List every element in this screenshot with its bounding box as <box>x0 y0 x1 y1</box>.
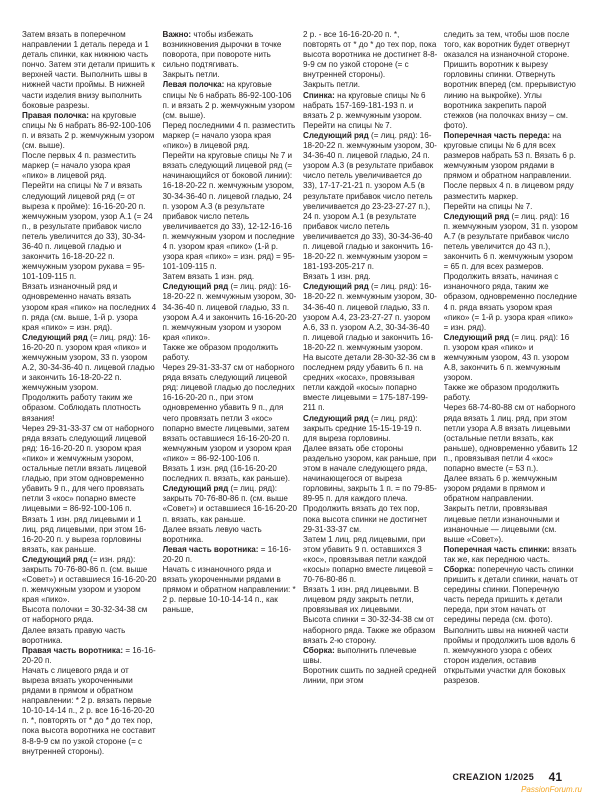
paragraph-text: Закрыть петли. <box>303 80 361 90</box>
column-1 <box>22 30 157 770</box>
paragraph <box>303 414 438 444</box>
paragraph-heading: Важно: <box>162 30 192 39</box>
paragraph <box>303 282 438 353</box>
paragraph-text: Высота полочки = 30-32-34-38 см от наборного ряда. <box>22 605 148 625</box>
paragraph-text: Воротник сшить по задней средней линии, при этом <box>303 665 437 685</box>
paragraph <box>22 151 157 181</box>
paragraph-text: на круговые спицы № 6 для всех размеров набрать 53 п. Вязать 6 р. жемчужным узором рядами в прямом и обратном направлении. После первых 4 п. в лицевом ряду разместить маркер. <box>443 130 576 201</box>
paragraph <box>22 666 157 757</box>
paragraph <box>444 272 579 333</box>
paragraph <box>22 555 157 605</box>
paragraph <box>22 30 157 111</box>
paragraph <box>444 545 579 565</box>
paragraph-heading: Следующий ряд <box>303 130 369 140</box>
paragraph <box>163 151 298 272</box>
paragraph <box>303 121 438 131</box>
paragraph-text: Вязать 1 изн. ряд лицевыми. В лицевом ряду закрыть петли, провязывая их лицевыми. <box>303 585 419 615</box>
column-4 <box>444 30 579 770</box>
paragraph <box>22 111 157 151</box>
paragraph-heading: Поперечная часть спинки: <box>443 544 550 554</box>
paragraph-text: Начать с изнаночного ряда и вязать укороченными рядами в прямом и обратном направлении: * 2 р. первые 10-10-14-14 п., как раньше, <box>162 564 296 615</box>
paragraph <box>22 282 157 332</box>
paragraph <box>303 272 438 282</box>
paragraph <box>303 535 438 585</box>
paragraph-text: Через 29-31-33-37 см от наборного ряда вязать следующий лицевой ряд: лицевой гладью до последних 16-16-20-20 п., при этом одновременно убавить 9 п., для чего провязать петли 3 «кос» попарно вместе лицевыми, затем вязать оставшиеся 16-16-20-20 п. жемчужным узором и узором края «пико» = 86-92-100-106 п. <box>162 363 295 463</box>
paragraph-heading: Левая часть воротника: <box>162 544 259 554</box>
paragraph <box>444 565 579 686</box>
paragraph <box>163 80 298 120</box>
paragraph <box>22 424 157 515</box>
paragraph <box>303 80 438 90</box>
paragraph-text: Закрыть петли, провязывая лицевые петли изнаночными и изнаночные — лицевыми (см. выше «Совет»). <box>443 504 560 544</box>
paragraph-text: (= лиц. ряд): закрыть 70-76-80-86 п. (см. выше «Совет») и оставшиеся 16-16-20-20 п. вязать, как раньше. <box>162 484 297 524</box>
paragraph <box>163 121 298 151</box>
paragraph-text: Через 68-74-80-88 см от наборного ряда вязать 1 лиц. ряд, при этом петли узора А.8 вязать лицевыми (остальные петли вязать, как раньше), одновременно убавить 12 п., провязывая петли 4 «кос» попарно вместе (= 53 п.). <box>443 403 578 474</box>
paragraph-text: Высота спинки = 30-32-34-38 см от наборного ряда. Также же образом вязать 2-ю сторону. <box>303 615 436 645</box>
paragraph <box>163 363 298 464</box>
paragraph-heading: Следующий ряд <box>443 332 510 342</box>
paragraph <box>163 282 298 343</box>
paragraph-text: Также же образом продолжить работу. <box>162 342 279 362</box>
paragraph <box>303 646 438 666</box>
paragraph-text: Перед последними 4 п. разместить маркер (= начало узора края «пико») в лицевой ряд. <box>162 120 296 151</box>
paragraph <box>303 353 438 414</box>
paragraph-heading: Следующий ряд <box>303 413 369 423</box>
paragraph-text: Вязать 1 изн. ряд (16-16-20-20 последних п. вязать, как раньше). <box>162 464 291 484</box>
paragraph-text: Затем вязать в поперечном направлении 1 деталь переда и 1 деталь спинки, как нижнюю часть пончо. Затем эти детали пришить к верхней части. Выполнить швы в нижней части проймы. В нижней части изделия внизу выполнить боковые разрезы. <box>22 30 155 110</box>
paragraph <box>22 646 157 666</box>
paragraph-text: Затем 1 лиц. ряд лицевыми, при этом убавить 9 п. оставшихся 3 «кос», провязывая петли каждой «косы» попарно вместе лицевой = 70-76-80-86 п. <box>303 534 433 585</box>
paragraph-text: поперечную часть спинки пришить к детали спинки, начать от середины спинки. Поперечную часть переда пришить к детали переда, при этом начать от середины переда (см. фото). Выполнить швы на нижней части проймы и продолжить шов вдоль 6 п. жемчужного узора с обеих сторон изделия, оставив открытыми участки для боковых разрезов. <box>443 564 578 685</box>
paragraph <box>22 393 157 423</box>
paragraph <box>444 202 579 212</box>
paragraph-heading: Сборка: <box>303 645 335 655</box>
paragraph <box>163 464 298 484</box>
paragraph-text: Перейти на спицы № 7. <box>303 120 392 130</box>
paragraph-text: = 16-16-20-20 п. <box>162 544 292 564</box>
paragraph-text: После первых 4 п. разместить маркер (= начало узора края «пико» в лицевой ряд. <box>22 151 137 181</box>
paragraph <box>303 585 438 615</box>
paragraph-text: (= лиц. ряд): 16-16-20-20 п. узором края «пико» и жемчужным узором, 33 п. узором А.2, 30-34-36-40 п. лицевой гладью и закончить 16-18-20-22 п. жемчужным узором. <box>22 332 155 393</box>
page-footer <box>0 772 592 794</box>
paragraph <box>303 504 438 534</box>
paragraph <box>303 131 438 272</box>
paragraph <box>444 504 579 544</box>
paragraph-text: Продолжить работу таким же образом. Соблюдать плотность вязания! <box>22 393 141 423</box>
paragraph-text: Вязать 1 изн. ряд лицевыми и 1 лиц. ряд лицевыми, при этом 16-16-20-20 п. у выреза горловины вязать, как раньше. <box>22 514 147 554</box>
paragraph-text: (= лиц. ряд): 16-18-20-22 п. жемчужным узором, 30-34-36-40 п. лицевой гладью, 33 п. узором А.4, 23-23-27-27 п. узором А.6, 33 п. узором А.2, 30-34-36-40 п. лицевой гладью и закончить 16-18-20-22 п. жемчужным узором. <box>303 282 437 352</box>
paragraph <box>444 383 579 403</box>
paragraph-text: (= лиц. ряд): 16-18-20-22 п. жемчужным узором, 30-34-36-40 п. лицевой гладью, 24 п. узором А.3 (в результате прибавок число петель увеличивается до 33), 17-17-21-21 п. узором А.5 (в результате прибавок число петель увеличивается до 23-23-27-27 п.), 24 п. узором А.1 (в результате прибавок число петель увеличивается до 33), 30-34-36-40 п. лицевой гладью и закончить 16-18-20-22 п. жемчужным узором = 181-193-205-217 п. <box>303 130 437 272</box>
paragraph-text: вязать так же, как переднюю часть. <box>443 544 577 564</box>
paragraph <box>303 615 438 645</box>
paragraph-text: Затем вязать 1 изн. ряд. <box>162 272 255 282</box>
paragraph-text: (= лиц. ряд): 16 п. жемчужным узором, 31 п. узором А.7 (в результате прибавок число петель увеличится до 43 п.), закончить 6 п. жемчужным узором = 65 п. для всех размеров. <box>443 211 578 272</box>
paragraph-text: Вязать 1 изн. ряд. <box>303 272 371 282</box>
paragraph <box>163 525 298 545</box>
page-number: 41 <box>548 770 562 784</box>
paragraph-heading: Левая полочка: <box>162 80 225 90</box>
paragraph-text: Далее вязать обе стороны раздельно узором, как раньше, при этом в начале следующего ряда, начинающегося от выреза горловины, закрыть 1 п. = по 79-85-89-95 п. для каждого плеча. <box>303 443 437 504</box>
journal-issue: CREAZION 1/2025 <box>452 772 534 782</box>
paragraph-heading: Поперечная часть переда: <box>443 130 551 140</box>
paragraph <box>444 212 579 273</box>
paragraph <box>444 474 579 504</box>
paragraph <box>163 343 298 363</box>
paragraph <box>163 272 298 282</box>
paragraph <box>22 515 157 555</box>
paragraph <box>444 30 579 131</box>
paragraph <box>22 333 157 394</box>
paragraph-text: Перейти на спицы № 7. <box>443 201 533 211</box>
paragraph-text: 2 р. - все 16-16-20-20 п. *, повторять от * до * до тех пор, пока высота воротника не достигнет 8-8-9-9 см по узкой стороне (= с внутренней стороны). <box>303 30 438 80</box>
paragraph <box>303 30 438 80</box>
paragraph-text: Перейти на спицы № 7 и вязать следующий лицевой ряд (= от выреза к пройме): 16-16-20-20 п. жемчужным узором, узор А.1 (= 24 п., в результате прибавок число петель увеличится до 33), 30-34-36-40 п. лицевой гладью и закончить 16-18-20-22 п. жемчужным узором рукава = 95-101-109-115 п. <box>22 181 153 282</box>
paragraph-text: (= изн. ряд): закрыть 70-76-80-86 п. (см. выше «Совет») и оставшиеся 16-16-20-20 п. жемчужным узором и узором края «пико». <box>22 554 157 605</box>
paragraph-heading: Следующий ряд <box>22 332 88 342</box>
paragraph-heading: Правая полочка: <box>22 110 89 120</box>
text-columns <box>22 30 578 770</box>
paragraph-text: Начать с лицевого ряда и от выреза вязать укороченными рядами в прямом и обратном направлении: * 2 р. вязать первые 10-10-14-14 п., 2 р. все 16-16-20-20 п. *, повторять от * до * до тех пор, пока высота воротника не составит 8-8-9-9 см по узкой стороне (= с внутренней стороны). <box>22 665 156 756</box>
paragraph-text: (= лиц. ряд): закрыть средние 15-15-19-19 п. для выреза горловины. <box>303 413 422 443</box>
paragraph-heading: Следующий ряд <box>22 554 88 564</box>
paragraph-text: Через 29-31-33-37 см от наборного ряда вязать следующий лицевой ряд: 16-16-20-20 п. узором края «пико» и жемчужным узором, остальные петли вязать лицевой гладью, при этом одновременно убавить 9 п., для чего провязать петли 3 «кос» попарно вместе лицевыми = 86-92-100-106 п. <box>22 423 155 514</box>
column-2 <box>163 30 298 770</box>
paragraph-text: На высоте детали 28-30-32-36 см в последнем ряду убавить 6 п. на средних «косах», провязывая петли каждой «косы» попарно вместе лицевыми = 175-187-199-211 п. <box>303 353 436 413</box>
paragraph-text: на круговые спицы № 6 набрать 86-92-100-106 п. и вязать 2 р. жемчужным узором (см. выше). <box>22 110 155 151</box>
site-watermark: PassionForum.ru <box>521 785 582 794</box>
paragraph-text: Вязать изнаночный ряд и одновременно начать вязать узором края «пико» на последних 4 п. ряда (см. выше, 1-й р. узора края «пико» = изн. ряд). <box>22 282 157 332</box>
paragraph <box>444 403 579 474</box>
paragraph <box>22 181 157 282</box>
paragraph-text: (= лиц. ряд): 16-18-20-22 п. жемчужным узором, 30-34-36-40 п. лицевой гладью, 33 п. узором А.4 и закончить 16-16-20-20 п. жемчужным узором и узором края «пико». <box>162 282 297 342</box>
paragraph <box>303 91 438 121</box>
paragraph-text: чтобы избежать возникновения дырочки в точке поворота, при повороте нить сильно подтягивать. <box>162 30 282 70</box>
paragraph <box>163 565 298 615</box>
paragraph <box>444 333 579 383</box>
paragraph-heading: Следующий ряд <box>303 282 369 292</box>
paragraph <box>303 666 438 686</box>
paragraph-text: Перейти на круговые спицы № 7 и вязать следующий лицевой ряд (= начинающийся от боковой линии): 16-18-20-22 п. жемчужным узором, 30-34-36-40 п. лицевой гладью, 24 п. узором А.3 (в результате прибавок число петель увеличивается до 33), 12-12-16-16 п. жемчужным узором и последние 4 п. узором края «пико» (1-й р. узора края «пико» = изн. ряд) = 95-101-109-115 п. <box>162 151 295 272</box>
paragraph-text: = 16-16-20-20 п. <box>22 645 156 665</box>
paragraph-text: Далее вязать 6 р. жемчужным узором рядами в прямом и обратном направлении. <box>443 474 558 504</box>
paragraph <box>22 626 157 646</box>
paragraph <box>444 131 579 202</box>
paragraph-text: (= лиц. ряд): 16 п. узором края «пико» и жемчужным узором, 43 п. узором А.8, закончить 6 п. жемчужным узором. <box>443 332 570 383</box>
paragraph-heading: Правая часть воротника: <box>22 645 124 655</box>
paragraph <box>163 70 298 80</box>
paragraph <box>163 484 298 524</box>
paragraph-heading: Следующий ряд <box>162 484 229 494</box>
paragraph-text: Далее вязать правую часть воротника. <box>22 625 126 645</box>
paragraph-heading: Спинка: <box>303 90 335 100</box>
paragraph-text: Также же образом продолжить работу. <box>443 383 560 403</box>
paragraph-text: Далее вязать левую часть воротника. <box>162 524 262 544</box>
paragraph <box>22 605 157 625</box>
column-3 <box>303 30 438 770</box>
paragraph <box>303 444 438 505</box>
paragraph-text: на круговые спицы № 6 набрать 86-92-100-106 п. и вязать 2 р. жемчужным узором (см. выше). <box>162 80 295 120</box>
paragraph-text: на круговые спицы № 6 набрать 157-169-181-193 п. и вязать 2 р. жемчужным узором. <box>303 90 426 120</box>
paragraph-text: следить за тем, чтобы шов после того, как воротник будет отвернут оказался на изнаночной стороне. Пришить воротник к вырезу горловины спинки. Отвернуть воротник вперед (см. прерывистую линию на выкройке). Углы воротника закрепить парой стежков (на полочках внизу – см. фото). <box>443 30 576 130</box>
paragraph <box>163 545 298 565</box>
paragraph <box>163 30 298 70</box>
paragraph-heading: Следующий ряд <box>162 282 229 292</box>
paragraph-text: Продолжить вязать, начиная с изнаночного ряда, таким же образом, одновременно последние 4 п. ряда вязать узором края «пико» (= 1-й р. узора края «пико» = изн. ряд). <box>443 272 577 332</box>
paragraph-heading: Сборка: <box>443 564 476 574</box>
paragraph-heading: Следующий ряд <box>443 211 510 221</box>
paragraph-text: Продолжить вязать до тех пор, пока высота спинки не достигнет 29-31-33-37 см. <box>303 504 428 534</box>
paragraph-text: выполнить плечевые швы. <box>303 645 417 665</box>
paragraph-text: Закрыть петли. <box>162 70 220 80</box>
